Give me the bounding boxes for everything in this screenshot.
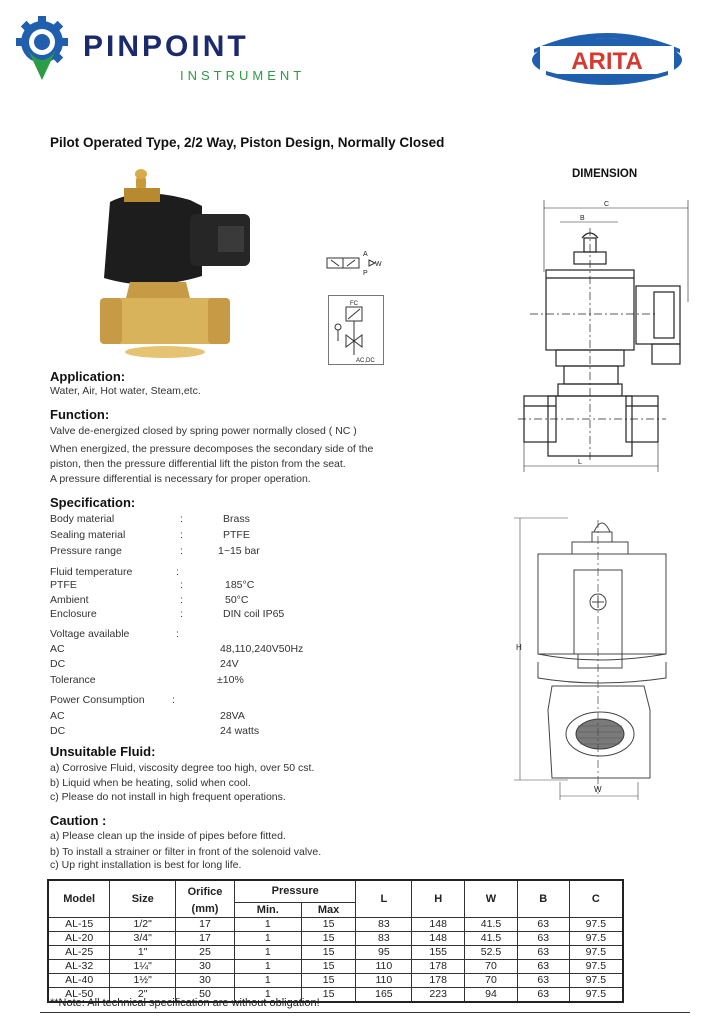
header-orifice-unit: (mm)	[176, 902, 235, 917]
header-orifice: Orifice	[176, 880, 235, 902]
valve-product-image	[90, 166, 270, 362]
specification-heading: Specification:	[50, 495, 136, 510]
unsuitable-item: c) Please do not install in high frequent operations.	[50, 791, 286, 803]
header-min: Min.	[234, 902, 301, 917]
function-heading: Function:	[50, 407, 110, 422]
brand-subtitle: INSTRUMENT	[180, 68, 306, 83]
bottom-divider	[40, 1012, 690, 1013]
table-row: AL-50 2" 50 1 15 165 223 94 63 97.5	[48, 987, 623, 1002]
table-row: AL-40 1½" 30 1 15 110 178 70 63 97.5	[48, 973, 623, 987]
pinpoint-logo-icon	[14, 16, 74, 82]
port-a-label: A	[363, 251, 368, 258]
port-p-label: P	[363, 270, 368, 276]
footnote: **Note: All technical specification are without obligation!	[50, 997, 320, 1009]
dim-label-w: W	[594, 785, 602, 794]
header-size: Size	[110, 880, 176, 917]
function-line: A pressure differential is necessary for proper operation.	[50, 473, 311, 485]
unsuitable-heading: Unsuitable Fluid:	[50, 744, 156, 759]
dimension-drawing-top	[518, 192, 693, 477]
page-title: Pilot Operated Type, 2/2 Way, Piston Design, Normally Closed	[50, 135, 445, 150]
function-line: piston, then the pressure differential lift the piston from the seat.	[50, 458, 346, 470]
caution-item: b) To install a strainer or filter in front of the solenoid valve.	[50, 845, 322, 858]
header-l: L	[356, 880, 412, 917]
valve-circuit-symbol	[328, 295, 384, 365]
table-row: AL-32 1¼" 30 1 15 110 178 70 63 97.5	[48, 959, 623, 973]
header-c: C	[569, 880, 623, 917]
valve-flow-symbol	[325, 248, 385, 276]
caution-heading: Caution :	[50, 813, 107, 828]
arita-logo-text: ARITA	[571, 48, 643, 75]
header-pressure: Pressure	[234, 880, 356, 902]
caution-item: c) Up right installation is best for long life.	[50, 858, 242, 871]
table-row: AL-20 3/4" 17 1 15 83 148 41.5 63 97.5	[48, 931, 623, 945]
application-heading: Application:	[50, 369, 126, 384]
function-line: When energized, the pressure decomposes the secondary side of the	[50, 443, 374, 455]
header-model: Model	[48, 880, 110, 917]
header-h: H	[412, 880, 465, 917]
unsuitable-item: a) Corrosive Fluid, viscosity degree too high, over 50 cst.	[50, 762, 315, 774]
function-line: Valve de-energized closed by spring power normally closed ( NC )	[50, 425, 357, 437]
dimension-title: DIMENSION	[572, 168, 638, 180]
dim-label-l: L	[578, 459, 582, 466]
unsuitable-item: b) Liquid when be heating, solid when cool.	[50, 776, 251, 789]
table-row: AL-15 1/2" 17 1 15 83 148 41.5 63 97.5	[48, 917, 623, 931]
dim-label-b: B	[580, 215, 585, 222]
dim-label-h: H	[516, 643, 522, 652]
dimension-drawing-side	[508, 510, 678, 805]
header-w: W	[465, 880, 518, 917]
svg-text:W: W	[375, 261, 382, 268]
acdc-label: AC,DC	[356, 358, 375, 364]
dim-label-c: C	[604, 201, 610, 208]
fc-label: FC	[350, 301, 358, 307]
caution-item: a) Please clean up the inside of pipes before fitted.	[50, 830, 286, 842]
header-b: B	[517, 880, 569, 917]
application-text: Water, Air, Hot water, Steam,etc.	[50, 385, 201, 397]
arita-logo	[528, 27, 686, 93]
table-row: AL-25 1" 25 1 15 95 155 52.5 63 97.5	[48, 945, 623, 959]
spec-table	[47, 879, 624, 1003]
header-max: Max	[301, 902, 356, 917]
brand-name: PINPOINT	[83, 30, 249, 63]
